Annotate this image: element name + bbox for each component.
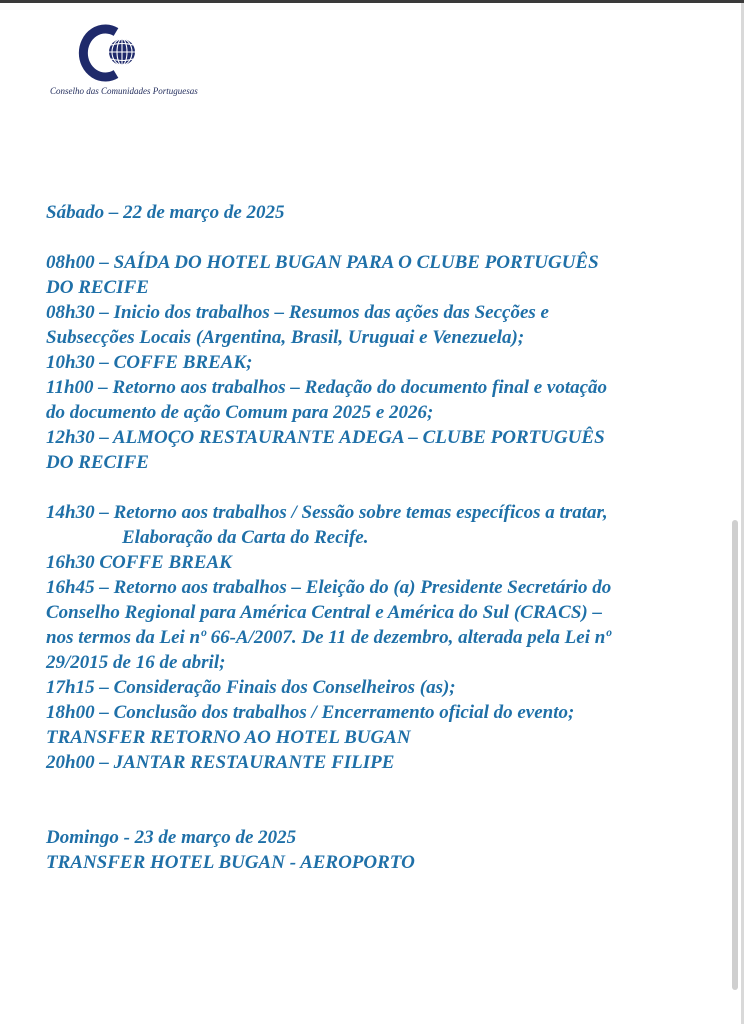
logo [50,22,250,102]
schedule-item: 18h00 – Conclusão dos trabalhos / Encerramento oficial do evento; [46,702,575,723]
schedule-item: Subsecções Locais (Argentina, Brasil, Uruguai e Venezuela); [46,327,525,348]
schedule-document [46,200,706,875]
schedule-item: 29/2015 de 16 de abril; [46,652,226,673]
schedule-item: 08h30 – Inicio dos trabalhos – Resumos das ações das Secções e [46,302,549,323]
schedule-item: 16h30 COFFE BREAK [46,552,232,573]
globe-c-logo-icon [76,22,146,82]
schedule-item: 08h00 – SAÍDA DO HOTEL BUGAN PARA O CLUBE PORTUGUÊS [46,252,599,273]
schedule-item: DO RECIFE [46,452,149,473]
schedule-item: 16h45 – Retorno aos trabalhos – Eleição do (a) Presidente Secretário do [46,577,612,598]
schedule-item: Conselho Regional para América Central e América do Sul (CRACS) – [46,602,602,623]
schedule-item: DO RECIFE [46,277,149,298]
logo-caption: Conselho das Comunidades Portuguesas [50,86,198,96]
schedule-item: TRANSFER RETORNO AO HOTEL BUGAN [46,727,411,748]
schedule-item: 10h30 – COFFE BREAK; [46,352,253,373]
sunday-heading: Domingo - 23 de março de 2025 [46,827,297,848]
schedule-item: do documento de ação Comum para 2025 e 2026; [46,402,434,423]
schedule-item: 14h30 – Retorno aos trabalhos / Sessão sobre temas específicos a tratar, [46,502,608,523]
scrollbar[interactable] [732,520,738,990]
schedule-item: 11h00 – Retorno aos trabalhos – Redação do documento final e votação [46,377,608,398]
schedule-item: 17h15 – Consideração Finais dos Conselheiros (as); [46,677,456,698]
schedule-item: nos termos da Lei nº 66-A/2007. De 11 de dezembro, alterada pela Lei nº [46,627,611,648]
schedule-item: Elaboração da Carta do Recife. [122,527,369,548]
saturday-heading: Sábado – 22 de março de 2025 [46,202,285,223]
schedule-item: TRANSFER HOTEL BUGAN - AEROPORTO [46,852,415,873]
top-border [0,0,744,3]
schedule-item: 12h30 – ALMOÇO RESTAURANTE ADEGA – CLUBE PORTUGUÊS [46,427,605,448]
schedule-item: 20h00 – JANTAR RESTAURANTE FILIPE [46,752,395,773]
